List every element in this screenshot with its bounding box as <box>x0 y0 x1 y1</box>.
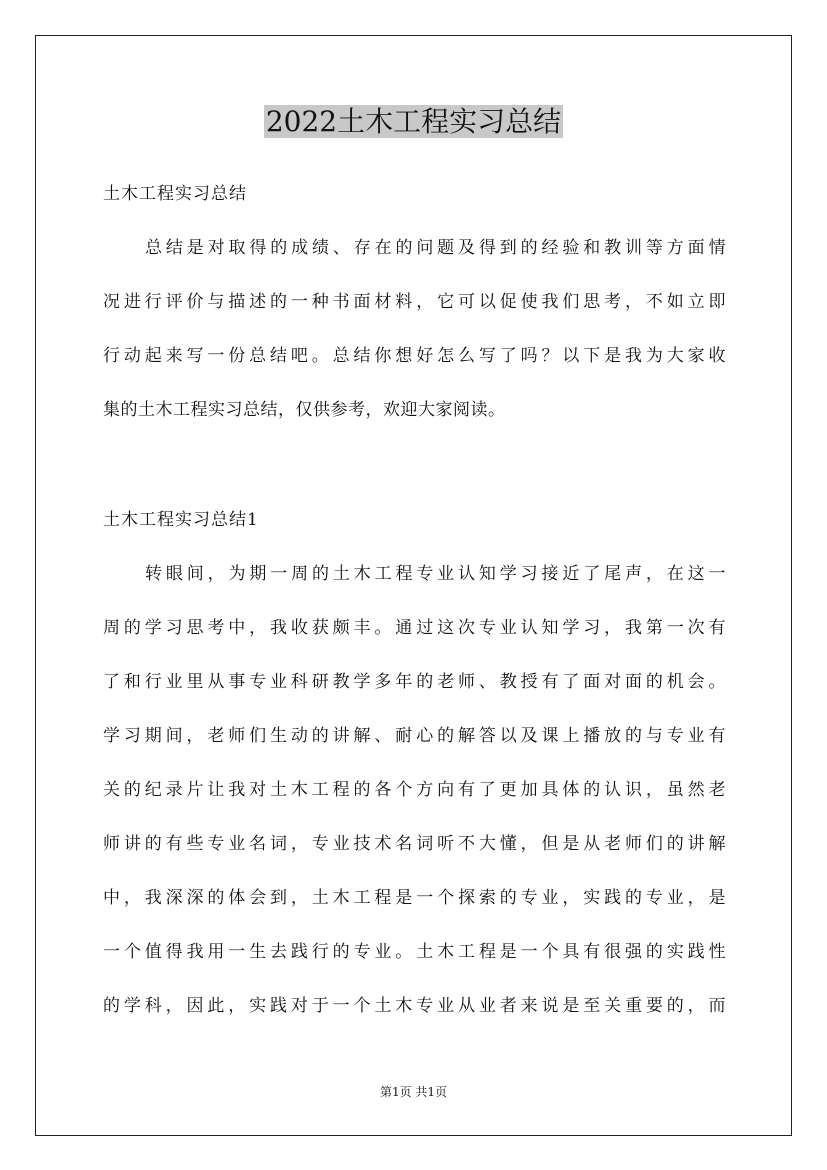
section-line: 了和行业里从事专业科研教学多年的老师、教授有了面对面的机会。 <box>103 672 726 692</box>
section-line: 中，我深深的体会到，土木工程是一个探索的专业，实践的专业，是 <box>103 888 726 908</box>
section-line: 师讲的有些专业名词，专业技术名词听不大懂，但是从老师们的讲解 <box>103 834 726 854</box>
page-footer: 第1页 共1页 <box>379 1085 448 1099</box>
intro-line: 行动起来写一份总结吧。总结你想好怎么写了吗？以下是我为大家收 <box>103 346 726 366</box>
intro-line: 总结是对取得的成绩、存在的问题及得到的经验和教训等方面情 <box>145 238 726 258</box>
section-line: 学习期间，老师们生动的讲解、耐心的解答以及课上播放的与专业有 <box>103 726 726 746</box>
section-line: 一个值得我用一生去践行的专业。土木工程是一个具有很强的实践性 <box>103 942 726 962</box>
section-line: 周的学习思考中，我收获颇丰。通过这次专业认知学习，我第一次有 <box>103 618 726 638</box>
section-heading: 土木工程实习总结1 <box>103 510 259 530</box>
intro-heading: 土木工程实习总结 <box>103 184 247 204</box>
section-line: 的学科，因此，实践对于一个土木专业从业者来说是至关重要的，而 <box>103 996 726 1016</box>
intro-line: 集的土木工程实习总结，仅供参考，欢迎大家阅读。 <box>103 400 506 420</box>
intro-line: 况进行评价与描述的一种书面材料，它可以促使我们思考，不如立即 <box>103 292 726 312</box>
document-title-text: 2022土木工程实习总结 <box>265 105 562 138</box>
section-line: 关的纪录片让我对土木工程的各个方向有了更加具体的认识，虽然老 <box>103 780 726 800</box>
document-title <box>0 100 827 144</box>
section-line: 转眼间，为期一周的土木工程专业认知学习接近了尾声，在这一 <box>145 564 726 584</box>
